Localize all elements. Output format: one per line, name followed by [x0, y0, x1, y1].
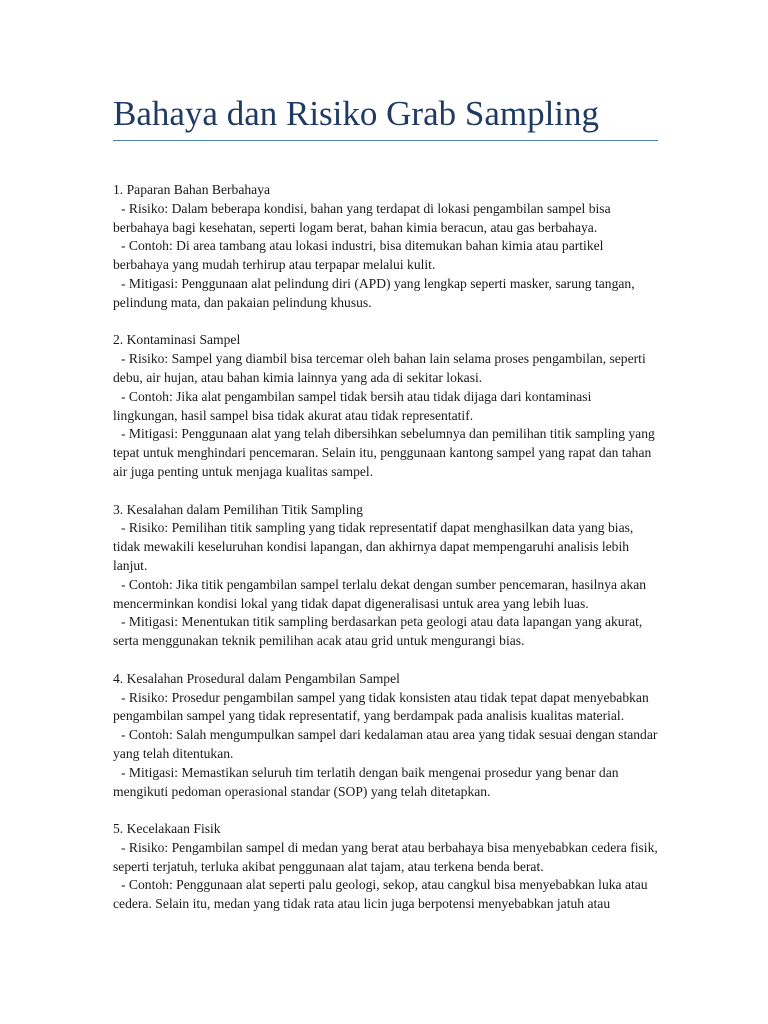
section-paparan-bahan-berbahaya [113, 181, 658, 313]
section-item-mitigasi: - Mitigasi: Penggunaan alat pelindung diri (APD) yang lengkap seperti masker, sarung tangan, pelindung mata, dan pakaian pelindung khusus. [113, 275, 635, 310]
section-kecelakaan-fisik [113, 820, 658, 914]
document-page [113, 92, 658, 933]
document-title: Bahaya dan Risiko Grab Sampling [113, 92, 658, 141]
section-item-risiko: - Risiko: Pengambilan sampel di medan yang berat atau berbahaya bisa menyebabkan cedera fisik, seperti terjatuh, terluka akibat penggunaan alat tajam, atau terkena benda berat. [113, 839, 658, 874]
section-kontaminasi-sampel [113, 331, 658, 481]
section-item-mitigasi: - Mitigasi: Memastikan seluruh tim terlatih dengan baik mengenai prosedur yang benar dan mengikuti pedoman operasional standar (SOP) yang telah ditetapkan. [113, 764, 619, 799]
section-item-contoh: - Contoh: Jika titik pengambilan sampel terlalu dekat dengan sumber pencemaran, hasilnya akan mencerminkan kondisi lokal yang tidak dapat digeneralisasi untuk area yang lebih luas. [113, 576, 647, 611]
document-body [113, 181, 658, 914]
section-item-risiko: - Risiko: Sampel yang diambil bisa tercemar oleh bahan lain selama proses pengambilan, seperti debu, air hujan, atau bahan kimia lainnya yang ada di sekitar lokasi. [113, 351, 646, 385]
section-heading: 1. Paparan Bahan Berbahaya [113, 182, 271, 197]
section-item-risiko: - Risiko: Dalam beberapa kondisi, bahan yang terdapat di lokasi pengambilan sampel bisa berbahaya bagi kesehatan, seperti logam berat, bahan kimia beracun, atau gas berbahaya. [113, 200, 611, 235]
section-heading: 4. Kesalahan Prosedural dalam Pengambilan Sampel [113, 670, 400, 686]
section-item-risiko: - Risiko: Prosedur pengambilan sampel yang tidak konsisten atau tidak tepat dapat menyebabkan pengambilan sampel yang tidak representatif, yang berdampak pada analisis kualitas material. [113, 689, 649, 724]
section-kesalahan-prosedural [113, 670, 658, 802]
section-heading: 5. Kecelakaan Fisik [113, 821, 221, 837]
section-item-risiko: - Risiko: Pemilihan titik sampling yang tidak representatif dapat menghasilkan data yang bias, tidak mewakili keseluruhan kondisi lapangan, dan akhirnya dapat mempengaruhi analisis lebih lanjut. [113, 520, 634, 573]
section-item-contoh: - Contoh: Salah mengumpulkan sampel dari kedalaman atau area yang tidak sesuai dengan standar yang telah ditentukan. [113, 727, 658, 761]
section-heading: 3. Kesalahan dalam Pemilihan Titik Sampling [113, 501, 363, 517]
section-heading: 2. Kontaminasi Sampel [113, 332, 241, 348]
section-item-contoh: - Contoh: Jika alat pengambilan sampel tidak bersih atau tidak dijaga dari kontaminasi lingkungan, hasil sampel bisa tidak akurat atau tidak representatif. [113, 388, 592, 423]
section-item-contoh: - Contoh: Di area tambang atau lokasi industri, bisa ditemukan bahan kimia atau partikel berbahaya yang mudah terhirup atau terpapar melalui kulit. [113, 238, 604, 273]
section-item-mitigasi: - Mitigasi: Menentukan titik sampling berdasarkan peta geologi atau data lapangan yang akurat, serta menggunakan teknik pemilihan acak atau grid untuk mengurangi bias. [113, 614, 643, 649]
section-pemilihan-titik-sampling [113, 501, 658, 651]
section-item-contoh: - Contoh: Penggunaan alat seperti palu geologi, sekop, atau cangkul bisa menyebabkan luka atau cedera. Selain itu, medan yang tidak rata atau licin juga berpotensi menyebabkan jatuh atau [113, 877, 648, 912]
section-item-mitigasi: - Mitigasi: Penggunaan alat yang telah dibersihkan sebelumnya dan pemilihan titik sampling yang tepat untuk menghindari pencemaran. Selain itu, penggunaan kantong sampel yang rapat dan tahan air juga penting untuk menjaga kualitas sampel. [113, 426, 655, 479]
